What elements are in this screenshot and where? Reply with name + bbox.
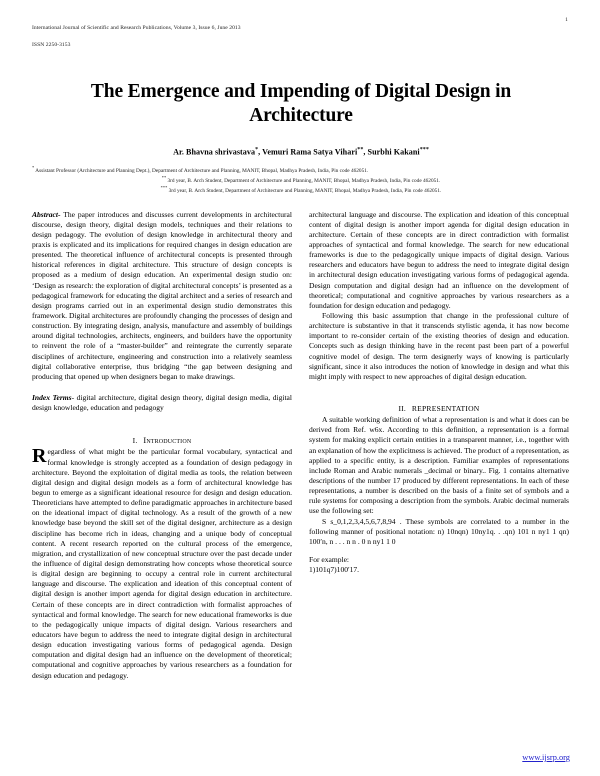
section-number: II. [398, 403, 406, 413]
affiliation-mark: *** [160, 185, 168, 191]
example-value: 1)101q7)100′17. [309, 565, 360, 575]
affiliation-text: 3rd year, B. Arch Student, Department of Architecture and Planning, MANIT, Bhopal, Madhya Pradesh, India, Pin code 462051. [167, 178, 441, 185]
index-terms-paragraph [32, 393, 292, 413]
author-name-2: Vemuri Rama Satya Vihari [262, 147, 358, 157]
author-name-1: Ar. Bhavna shrivastava [173, 147, 256, 157]
affiliation-item [32, 175, 570, 185]
section-heading-introduction [32, 435, 292, 446]
introduction-paragraph: Regardless of what might be the particular formal vocabulary, syntactical and formal knowledge is strongly accepted as a foundation of design pedagogy in architecture. Beyond the exploitation of digital media as tools, the relation between digital design and digital design models as a form of architectural knowledge has begun to emerge as a significant ideational resource for design and design education. Theoreticians have attempted to define paradigmatic approaches in architecture based on the ideational impact of digital technology. As a result of the growth of a new knowledge base beyond the skill set of the digital designer, architecture as a design discipline has become rich in ideas, changing and a unique body of conceptual content. A recent research reported on the cultural process of the emergence, migration, and crystallization of new conceptual structure over the past decade under the influence of digital design demonstrating how concepts whose theoretical source is digital design are beginning to occupy a central role in current architectural language and discourse. The explication and ideation of this conceptual content of digital design is another import agenda for digital design education in architecture. Certain of these concepts are in direct contradiction with formalist approaches of syntactical and formal knowledge. The search for new educational frameworks is due to the pedagogically unique impacts of digital design. Various researchers and educators have begun to address the need to integrate digital design in architectural design education investigating various forms of pedagogical agenda. Design computation and digital design had an influence on the development of theoretical; computational and cognitive approaches by various researchers as a foundation for design education and pedagogy. [32, 445, 292, 680]
right-column [309, 210, 569, 681]
author-line: Ar. Bhavna shrivastava*, Vemuri Rama Satya Vihari**, Surbhi Kakani*** [173, 146, 429, 157]
left-column [32, 210, 292, 681]
abstract-label: Abstract- [32, 209, 61, 219]
section-heading-representation [309, 404, 569, 414]
notation-paragraph: S s_0,1,2,3,4,5,6,7,8,94 . These symbols are correlated to a number in the following manner of positional notation: n) 10nqn) 10ny1q. . .qn) 101 n ny1 1 qn) 100′n, n . . . n n . 0 n ny1 1 0 [309, 516, 569, 546]
affiliation-text: Assistant Professor (Architecture and Planning Dept.), Department of Architecture and Planning, MANIT, Bhopal, Madhya Pradesh, India, Pin code 462051. [35, 167, 369, 174]
spacer [309, 382, 569, 404]
affiliation-mark: * [32, 165, 35, 171]
representation-paragraph: A suitable working definition of what a representation is and what it does can be derived from Ref. w6x. According to this definition, a representation is a formal system for making explicit certain entities in a transparent manner, i.e., together with an explanation of how the explicitness is achieved. The product of a representation, as applied to a specific entity, is a description. Familiar examples of representations include Roman and Arabic numerals _decimal or binary.. Fig. 1 contains alternative descriptions of the number 17 produced by different representations. In each of these representations, a number is described on the basis of a finite set of symbols and a rule systems for composing a description from the symbols. Arabic decimal numerals use the following set: [309, 415, 569, 516]
author-name-3: Surbhi Kakani [367, 147, 420, 157]
abstract-paragraph [32, 210, 292, 382]
example-label: For example: [309, 555, 350, 564]
running-head [32, 16, 570, 58]
spacer [32, 382, 292, 393]
spacer [32, 413, 292, 435]
index-terms-label: Index Terms [32, 392, 72, 402]
introduction-paragraph-2: Following this basic assumption that change in the professional culture of architecture is substantive in that it transcends stylistic agenda, it has now become important to re-consider certain of the existing theories of design and education. Concepts such as design thinking have in the recent past been part of a powerful cognitive model of design. The term designerly ways of knowing is particularly significant, since it also introduces the notion of knowledge in design and what this might imply with respect to new approaches of digital design education. [309, 310, 569, 381]
page-number: 1 [565, 17, 568, 23]
introduction-continued: architectural language and discourse. The explication and ideation of this conceptual content of digital design is another import agenda for digital design education in architecture. Certain of these concepts are in direct contradiction with formalist approaches of syntactical and formal knowledge. The search for new educational frameworks is due to the pedagogically unique impacts of digital design. Various researchers and educators have begun to address the need to integrate digital design in architectural design education investigating various forms of pedagogical agenda. Design computation and digital design had an influence on the development of theoretical; computational and cognitive approaches by various researchers as a foundation for design education and pedagogy. [309, 209, 569, 310]
index-terms-body: - digital architecture, digital design theory, digital design media, digital design knowledge, education and pedagogy [32, 392, 292, 413]
body-columns [32, 210, 570, 681]
section-name: Introduction [143, 436, 192, 446]
issn-line: ISSN 2250-3153 [32, 42, 71, 49]
affiliation-item [32, 165, 570, 175]
author-mark-1: * [255, 146, 259, 153]
abstract-body: The paper introduces and discusses current developments in architectural discourse, design theory, digital design models, techniques and their relations to design pedagogy. The evolution of design knowledge in architectural theory and praxis is explicated and its implications for required changes in design education are presented. The theoretical influence of architectural concepts is presented through historical references in digital architecture. This structure of design concepts is proposed as a medium of design education. An experimental design studio on: ‘Design as research: the exploration of digital architectural concepts’ is presented as a pedagogical framework for educating the digital architect and a series of research and design programs carried out in an experimental design studio demonstrates this framework. Digital architectures are profoundly changing the processes of design and construction. By integrating design, analysis, manufacture and assembly of buildings around digital technologies, architects, engineers, and builders have the opportunity to reinvent the role of a “master-builder” and reintegrate the currently separate disciplines of architecture, engineering and construction into a relatively seamless digital collaborative enterprise, thus bridging “the gap between designing and producing that opened up when designers began to make drawings. [32, 209, 292, 381]
running-head-text [32, 16, 241, 58]
section-name: REPRESENTATION [411, 403, 480, 413]
journal-website-link[interactable]: www.ijsrp.org [522, 753, 570, 762]
affiliation-text: 3rd year, B. Arch Student, Department of Architecture and Planning, MANIT, Bhopal, Madhya Pradesh, India, Pin code 462051. [168, 188, 442, 195]
page-title: The Emergence and Impending of Digital Design in Architecture [90, 80, 512, 126]
journal-citation-line: International Journal of Scientific and Research Publications, Volume 3, Issue 6, June 2013 [32, 25, 241, 32]
affiliation-mark: ** [161, 175, 167, 181]
author-mark-3: *** [419, 146, 429, 153]
section-number: I. [132, 436, 138, 446]
spacer [309, 547, 569, 555]
footer [522, 747, 570, 765]
author-mark-2: ** [357, 146, 364, 153]
affiliation-item [32, 185, 570, 195]
affiliation-list [32, 165, 570, 195]
